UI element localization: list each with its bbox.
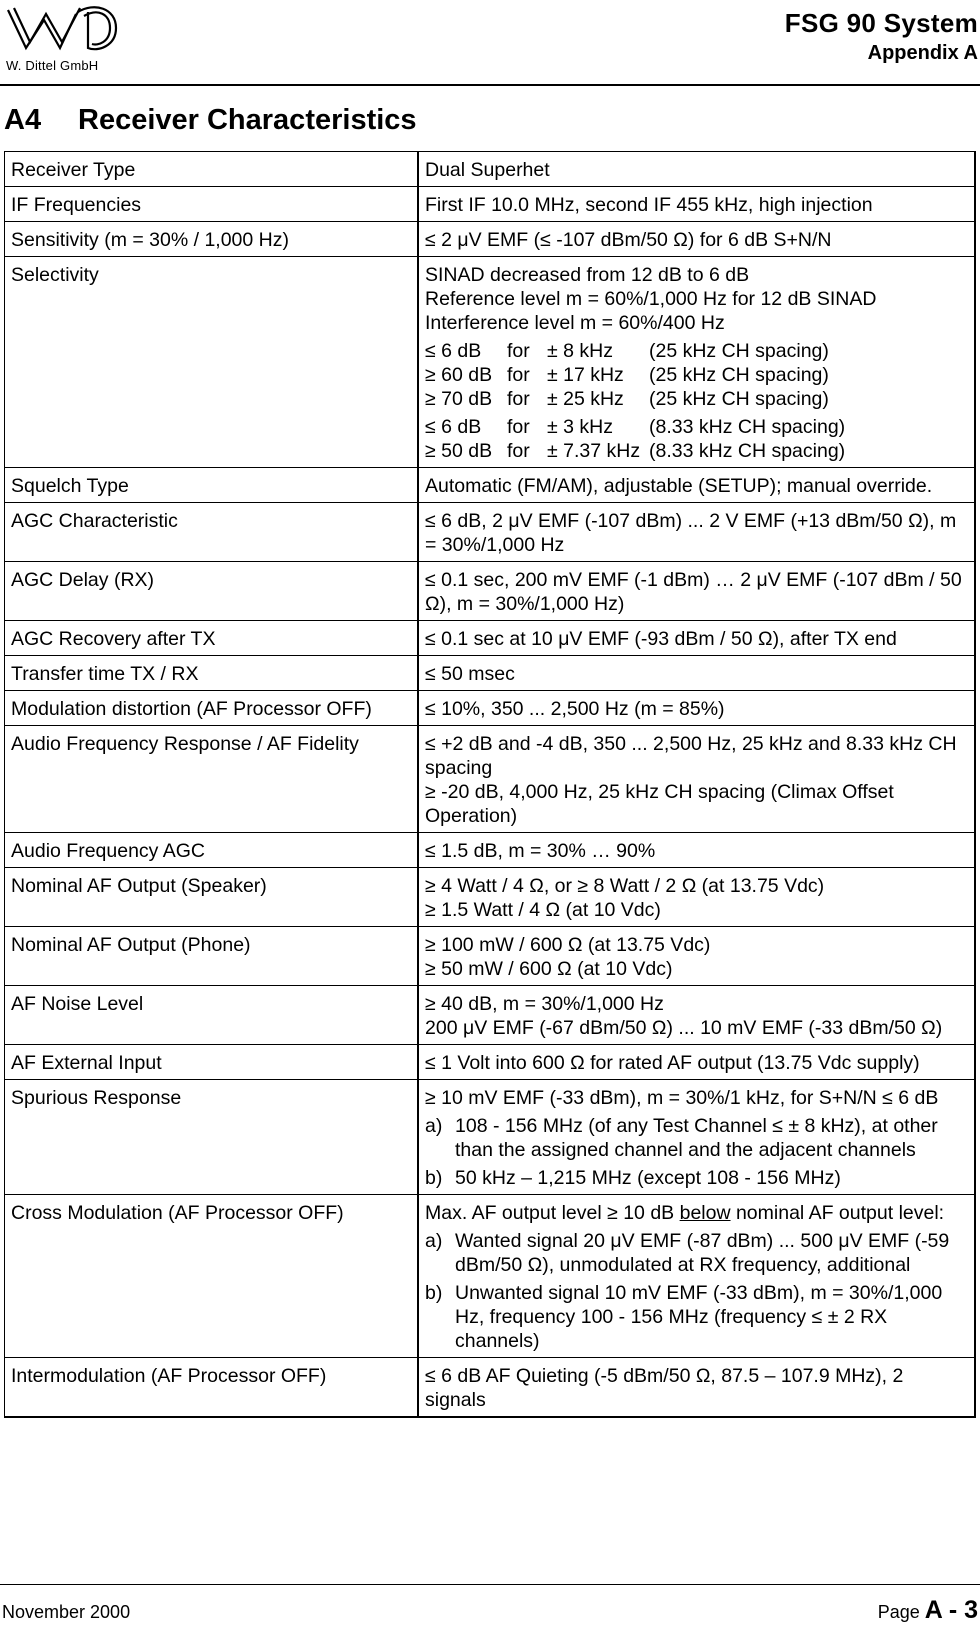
row-value	[417, 1079, 976, 1194]
table-row	[4, 690, 976, 725]
item-text: Unwanted signal 10 mV EMF (-33 dBm), m = 30%/1,000 Hz, frequency 100 - 156 MHz (frequency ≤ ± 2 RX channels)	[455, 1282, 943, 1352]
sel-offset: ± 3 kHz	[547, 416, 613, 438]
selectivity-entry	[425, 339, 969, 363]
selectivity-entry	[425, 387, 969, 411]
selectivity-entry	[425, 415, 969, 439]
selectivity-line: Interference level m = 60%/400 Hz	[425, 312, 725, 334]
row-value	[417, 1194, 976, 1357]
table-row	[4, 832, 976, 867]
value-line: ≤ +2 dB and -4 dB, 350 ... 2,500 Hz, 25 kHz and 8.33 kHz CH spacing	[425, 733, 957, 779]
selectivity-25khz-table	[425, 339, 969, 411]
row-value: ≤ 6 dB, 2 μV EMF (-107 dBm) ... 2 V EMF (+13 dBm/50 Ω), m = 30%/1,000 Hz	[417, 502, 976, 561]
sel-spacing: (8.33 kHz CH spacing)	[649, 416, 846, 438]
sel-offset: ± 7.37 kHz	[547, 440, 641, 462]
sel-spacing: (25 kHz CH spacing)	[649, 364, 829, 386]
company-name: W. Dittel GmbH	[6, 58, 99, 73]
value-line: ≥ 50 mW / 600 Ω (at 10 Vdc)	[425, 958, 673, 980]
sel-spacing: (8.33 kHz CH spacing)	[649, 440, 846, 462]
value-line: ≥ 100 mW / 600 Ω (at 13.75 Vdc)	[425, 934, 711, 956]
sel-level: ≥ 70 dB	[425, 388, 493, 410]
sel-spacing: (25 kHz CH spacing)	[649, 388, 829, 410]
document-subtitle: Appendix A	[867, 42, 978, 64]
sel-spacing: (25 kHz CH spacing)	[649, 340, 829, 362]
table-row	[4, 1079, 976, 1194]
table-row	[4, 1194, 976, 1357]
sel-offset: ± 25 kHz	[547, 388, 624, 410]
section-heading	[4, 104, 417, 137]
row-value	[417, 867, 976, 926]
row-value: ≤ 1 Volt into 600 Ω for rated AF output (13.75 Vdc supply)	[417, 1044, 976, 1079]
row-value: ≤ 50 msec	[417, 655, 976, 690]
row-value: ≤ 10%, 350 ... 2,500 Hz (m = 85%)	[417, 690, 976, 725]
sel-level: ≤ 6 dB	[425, 340, 482, 362]
row-value	[417, 926, 976, 985]
value-line	[425, 1201, 969, 1225]
table-row	[4, 926, 976, 985]
item-marker: b)	[425, 1167, 443, 1189]
sel-for: for	[507, 416, 530, 438]
wd-logo-mark	[4, 2, 120, 58]
item-marker: a)	[425, 1230, 443, 1252]
table-row	[4, 221, 976, 256]
item-marker: b)	[425, 1282, 443, 1304]
selectivity-line: SINAD decreased from 12 dB to 6 dB	[425, 264, 750, 286]
table-row	[4, 985, 976, 1044]
row-label: Audio Frequency Response / AF Fidelity	[4, 725, 417, 832]
table-row	[4, 655, 976, 690]
row-value	[417, 985, 976, 1044]
sel-offset: ± 8 kHz	[547, 340, 613, 362]
row-value: ≤ 2 μV EMF (≤ -107 dBm/50 Ω) for 6 dB S+N/N	[417, 221, 976, 256]
selectivity-line: Reference level m = 60%/1,000 Hz for 12 dB SINAD	[425, 288, 877, 310]
table-row	[4, 1044, 976, 1079]
table-row	[4, 502, 976, 561]
item-text: 108 - 156 MHz (of any Test Channel ≤ ± 8 kHz), at other than the assigned channel and the adjacent channels	[455, 1115, 938, 1161]
page-prefix: Page	[877, 1602, 920, 1622]
sel-level: ≤ 6 dB	[425, 416, 482, 438]
row-label: Nominal AF Output (Phone)	[4, 926, 417, 985]
footer-date: November 2000	[2, 1602, 131, 1622]
row-value: ≤ 0.1 sec, 200 mV EMF (-1 dBm) … 2 μV EMF (-107 dBm / 50 Ω), m = 30%/1,000 Hz)	[417, 561, 976, 620]
table-row	[4, 561, 976, 620]
table-row	[4, 1357, 976, 1418]
sel-level: ≥ 60 dB	[425, 364, 493, 386]
item-marker: a)	[425, 1115, 443, 1137]
row-label: AGC Recovery after TX	[4, 620, 417, 655]
row-label: AF External Input	[4, 1044, 417, 1079]
value-line: ≥ 1.5 Watt / 4 Ω (at 10 Vdc)	[425, 899, 661, 921]
item-text: 50 kHz – 1,215 MHz (except 108 - 156 MHz)	[455, 1167, 841, 1189]
row-value	[417, 725, 976, 832]
selectivity-833khz-table	[425, 415, 969, 463]
row-label: Nominal AF Output (Speaker)	[4, 867, 417, 926]
row-label: AGC Delay (RX)	[4, 561, 417, 620]
value-line: ≥ 40 dB, m = 30%/1,000 Hz	[425, 993, 664, 1015]
sel-level: ≥ 50 dB	[425, 440, 493, 462]
row-value: ≤ 0.1 sec at 10 μV EMF (-93 dBm / 50 Ω), after TX end	[417, 620, 976, 655]
table-row	[4, 186, 976, 221]
table-row	[4, 467, 976, 502]
section-title: Receiver Characteristics	[78, 104, 417, 136]
row-label: Spurious Response	[4, 1079, 417, 1194]
table-row	[4, 256, 976, 467]
list-item	[425, 1281, 969, 1353]
page-indicator	[878, 1596, 978, 1625]
page-number: A - 3	[924, 1596, 978, 1624]
table-row	[4, 620, 976, 655]
row-label: Receiver Type	[4, 151, 417, 186]
row-label: Intermodulation (AF Processor OFF)	[4, 1357, 417, 1418]
row-label: Modulation distortion (AF Processor OFF)	[4, 690, 417, 725]
underlined-word: below	[679, 1202, 731, 1224]
intro-text: Max. AF output level ≥ 10 dB	[425, 1202, 680, 1224]
value-line: 200 μV EMF (-67 dBm/50 Ω) ... 10 mV EMF (-33 dBm/50 Ω)	[425, 1017, 943, 1039]
sel-for: for	[507, 440, 530, 462]
row-label: AGC Characteristic	[4, 502, 417, 561]
table-row	[4, 725, 976, 832]
list-item	[425, 1166, 969, 1190]
document-title: FSG 90 System	[784, 8, 978, 38]
header-divider	[0, 84, 980, 86]
row-label: Cross Modulation (AF Processor OFF)	[4, 1194, 417, 1357]
sel-offset: ± 17 kHz	[547, 364, 624, 386]
row-value: First IF 10.0 MHz, second IF 455 kHz, high injection	[417, 186, 976, 221]
row-value: ≤ 1.5 dB, m = 30% … 90%	[417, 832, 976, 867]
row-label: Sensitivity (m = 30% / 1,000 Hz)	[4, 221, 417, 256]
value-line: ≥ 10 mV EMF (-33 dBm), m = 30%/1 kHz, for S+N/N ≤ 6 dB	[425, 1087, 939, 1109]
row-label: Audio Frequency AGC	[4, 832, 417, 867]
footer-divider	[0, 1584, 980, 1585]
table-row	[4, 867, 976, 926]
sel-for: for	[507, 364, 530, 386]
row-label: AF Noise Level	[4, 985, 417, 1044]
list-item	[425, 1229, 969, 1277]
item-text: Wanted signal 20 μV EMF (-87 dBm) ... 500 μV EMF (-59 dBm/50 Ω), unmodulated at RX frequency, additional	[455, 1230, 950, 1276]
section-number: A4	[4, 104, 42, 136]
list-item	[425, 1114, 969, 1162]
row-label: Squelch Type	[4, 467, 417, 502]
value-line: ≥ -20 dB, 4,000 Hz, 25 kHz CH spacing (Climax Offset Operation)	[425, 781, 894, 827]
row-value: Automatic (FM/AM), adjustable (SETUP); manual override.	[417, 467, 976, 502]
row-value: Dual Superhet	[417, 151, 976, 186]
selectivity-entry	[425, 439, 969, 463]
selectivity-entry	[425, 363, 969, 387]
intro-text: nominal AF output level:	[730, 1202, 945, 1224]
row-label: IF Frequencies	[4, 186, 417, 221]
row-value: ≤ 6 dB AF Quieting (-5 dBm/50 Ω, 87.5 – 107.9 MHz), 2 signals	[417, 1357, 976, 1418]
sel-for: for	[507, 388, 530, 410]
row-value	[417, 256, 976, 467]
value-line: ≥ 4 Watt / 4 Ω, or ≥ 8 Watt / 2 Ω (at 13.75 Vdc)	[425, 875, 825, 897]
row-label: Transfer time TX / RX	[4, 655, 417, 690]
company-logo	[4, 2, 122, 74]
receiver-spec-table	[4, 151, 976, 1418]
table-row	[4, 151, 976, 186]
row-label: Selectivity	[4, 256, 417, 467]
sel-for: for	[507, 340, 530, 362]
